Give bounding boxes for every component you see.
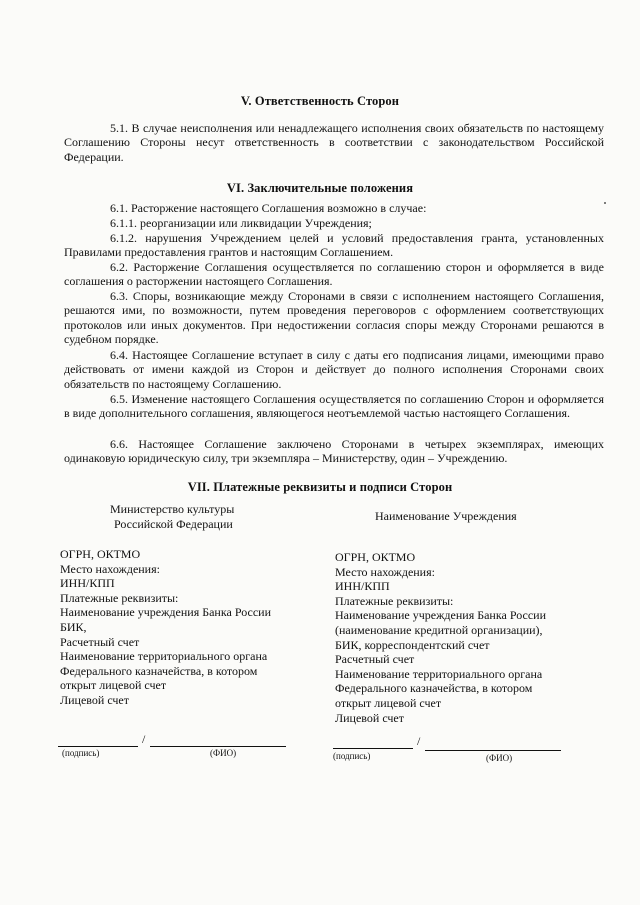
left-heading-line-1: Министерство культуры (110, 502, 235, 516)
scan-dot (604, 202, 606, 204)
section-7-title: VII. Платежные реквизиты и подписи Сторон (187, 480, 453, 494)
right-signature-caption: (подпись) (333, 751, 371, 761)
right-req-line: Расчетный счет (335, 652, 415, 667)
left-req-line: Наименование территориального органа (60, 649, 268, 664)
paragraph-6-5: 6.5. Изменение настоящего Соглашения осуществляется по соглашению Сторон и оформляется в виде дополнительного соглашения, являющегося неотъемлемой частью настоящего Соглашения. (64, 392, 604, 421)
left-req-line: Наименование учреждения Банка России (60, 605, 271, 620)
left-name-line (150, 746, 286, 747)
right-heading-line-1: Наименование Учреждения (375, 509, 517, 523)
left-requisites (60, 547, 271, 708)
right-req-line: Наименование учреждения Банка России (335, 608, 546, 623)
left-signature-slash: / (142, 732, 146, 746)
left-signature-line (58, 746, 138, 747)
left-party-heading (110, 502, 234, 531)
right-req-line: Наименование территориального органа (335, 666, 543, 681)
left-req-line: Лицевой счет (60, 692, 130, 707)
right-party-heading (375, 509, 517, 524)
right-req-line: Место нахождения: (335, 564, 435, 579)
paragraph-6-1-1: 6.1.1. реорганизации или ликвидации Учреждения; (110, 216, 372, 230)
right-req-line: БИК, корреспондентский счет (335, 637, 490, 652)
left-req-line: БИК, (60, 619, 87, 634)
paragraph-6-2: 6.2. Расторжение Соглашения осуществляется по соглашению сторон и оформляется в виде соглашения о расторжении настоящего Соглашения. (64, 260, 604, 289)
paragraph-6-4: 6.4. Настоящее Соглашение вступает в силу с даты его подписания лицами, имеющими право действовать от имени каждой из Сторон и действует до полного исполнения Сторонами своих обязательств по настоящему Соглашению. (64, 348, 604, 391)
right-signature-slash: / (417, 734, 421, 748)
paragraph-6-6: 6.6. Настоящее Соглашение заключено Сторонами в четырех экземплярах, имеющих одинаковую юридическую силу, три экземпляра – Министерству, один – Учреждению. (64, 437, 604, 466)
right-requisites (335, 550, 546, 725)
left-name-caption: (ФИО) (210, 748, 237, 758)
paragraph-5-1: 5.1. В случае неисполнения или ненадлежащего исполнения своих обязательств по настоящему Соглашению Стороны несут ответственность в соответствии с законодательством Российской Федерации. (64, 121, 604, 164)
right-req-line: Федерального казначейства, в котором (335, 681, 533, 696)
right-req-line: открыт лицевой счет (335, 695, 442, 710)
paragraph-6-3: 6.3. Споры, возникающие между Сторонами в связи с исполнением настоящего Соглашения, решаются ими, по возможности, путем проведения переговоров с оформлением соответствующих протоколов или иных документов. При недостижении согласия споры между Сторонами решаются в судебном порядке. (64, 289, 604, 347)
left-req-line: Платежные реквизиты: (60, 590, 179, 605)
left-req-line: ИНН/КПП (60, 576, 115, 591)
left-heading-line-2: Российской Федерации (114, 516, 233, 531)
left-req-line: Место нахождения: (60, 561, 160, 576)
right-req-line: ОГРН, ОКТМО (335, 550, 416, 564)
paragraph-6-1: 6.1. Расторжение настоящего Соглашения возможно в случае: (110, 201, 427, 215)
section-6-title: VI. Заключительные положения (226, 181, 414, 195)
right-signature-line (333, 748, 413, 749)
right-name-line (425, 750, 561, 751)
section-5-title: V. Ответственность Сторон (240, 94, 400, 108)
right-req-line: Платежные реквизиты: (335, 593, 454, 608)
right-req-line: Лицевой счет (335, 710, 405, 725)
left-req-line: Расчетный счет (60, 634, 140, 649)
right-req-line: (наименование кредитной организации), (335, 622, 543, 637)
left-req-line: открыт лицевой счет (60, 678, 167, 693)
right-req-line: ИНН/КПП (335, 579, 390, 594)
left-req-line: ОГРН, ОКТМО (60, 547, 141, 561)
right-name-caption: (ФИО) (486, 753, 513, 763)
left-signature-caption: (подпись) (62, 748, 100, 758)
left-req-line: Федерального казначейства, в котором (60, 663, 258, 678)
paragraph-6-1-2: 6.1.2. нарушения Учреждением целей и условий предоставления гранта, установленных Правилами предоставления грантов и настоящим Соглашением. (64, 231, 604, 260)
